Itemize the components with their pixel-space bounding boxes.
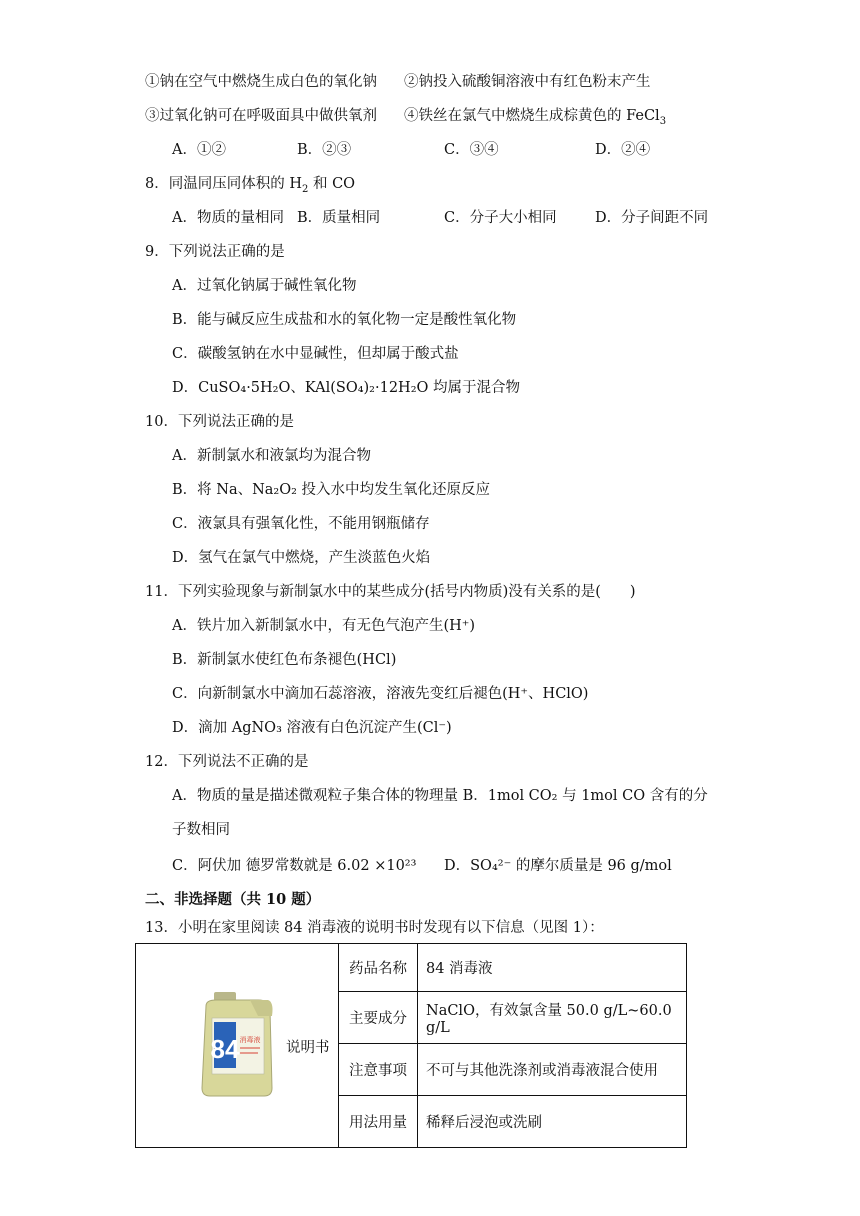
row-key-name: 药品名称 xyxy=(339,944,418,992)
q11-option-b: B．新制氯水使红色布条褪色(HCl) xyxy=(172,652,397,668)
q10-option-d: D．氢气在氯气中燃烧，产生淡蓝色火焰 xyxy=(172,550,431,566)
q7-statement-3: ③过氧化钠可在呼吸面具中做供氧剂 xyxy=(145,108,377,124)
q12-option-d: D．SO₄²⁻ 的摩尔质量是 96 g/mol xyxy=(444,858,672,874)
row-value-usage: 稀释后浸泡或洗刷 xyxy=(418,1096,687,1148)
q8-option-c: C．分子大小相同 xyxy=(444,210,557,226)
bottle-number-text: 84 xyxy=(210,1034,240,1064)
q10-option-c: C．液氯具有强氧化性，不能用钢瓶储存 xyxy=(172,516,430,532)
q7-statement-2: ②钠投入硫酸铜溶液中有红色粉末产生 xyxy=(404,74,651,90)
q9-option-c: C．碳酸氢钠在水中显碱性，但却属于酸式盐 xyxy=(172,346,459,362)
row-key-precautions: 注意事项 xyxy=(339,1044,418,1096)
q8-option-b: B．质量相同 xyxy=(297,210,381,226)
q8-stem: 8．同温同压同体积的 $H_2$ 和 CO xyxy=(145,176,356,195)
row-value-precautions: 不可与其他洗涤剂或消毒液混合使用 xyxy=(418,1044,687,1096)
q13-stem: 13．小明在家里阅读 84 消毒液的说明书时发现有以下信息（见图 1）： xyxy=(145,920,604,936)
q11-option-d: D．滴加 AgNO₃ 溶液有白色沉淀产生(Cl⁻) xyxy=(172,720,452,736)
q10-option-a: A．新制氯水和液氯均为混合物 xyxy=(172,448,371,464)
q7-option-d: D．②④ xyxy=(595,142,651,158)
q10-stem: 10．下列说法正确的是 xyxy=(145,414,294,430)
row-value-name: 84 消毒液 xyxy=(418,944,687,992)
q9-option-d: D．CuSO₄·5H₂O、KAl(SO₄)₂·12H₂O 均属于混合物 xyxy=(172,380,520,396)
q7-statement-1: ①钠在空气中燃烧生成白色的氧化钠 xyxy=(145,74,377,90)
q12-option-ab: A．物质的量是描述微观粒子集合体的物理量 B．1mol CO₂ 与 1mol CO 含有的分 xyxy=(172,788,708,804)
row-key-ingredients: 主要成分 xyxy=(339,992,418,1044)
q9-option-b: B．能与碱反应生成盐和水的氧化物一定是酸性氧化物 xyxy=(172,312,517,328)
q12-option-c: C．阿伏加 德罗常数就是 6.02 ×10²³ xyxy=(172,858,417,874)
q8-option-a: A．物质的量相同 xyxy=(172,210,284,226)
instructions-table xyxy=(135,943,687,1148)
q7-statement-4: ④铁丝在氯气中燃烧生成棕黄色的 FeCl$_3$ xyxy=(404,108,667,127)
q9-option-a: A．过氧化钠属于碱性氧化物 xyxy=(172,278,357,294)
q7-option-c: C．③④ xyxy=(444,142,499,158)
row-key-usage: 用法用量 xyxy=(339,1096,418,1148)
row-value-ingredients: NaClO，有效氯含量 50.0 g/L~60.0 g/L xyxy=(418,992,687,1044)
disinfectant-bottle-image xyxy=(198,992,278,1098)
q9-stem: 9．下列说法正确的是 xyxy=(145,244,285,260)
q8-option-d: D．分子间距不同 xyxy=(595,210,709,226)
bottle-cell xyxy=(136,944,339,1148)
q11-option-a: A．铁片加入新制氯水中，有无色气泡产生(H⁺) xyxy=(172,618,476,634)
q12-option-b-cont: 子数相同 xyxy=(172,822,230,838)
section-heading: 二、非选择题（共 10 题） xyxy=(145,891,321,908)
q12-stem: 12．下列说法不正确的是 xyxy=(145,754,309,770)
bottle-caption: 说明书 xyxy=(286,1040,330,1056)
q11-option-c: C．向新制氯水中滴加石蕊溶液，溶液先变红后褪色(H⁺、HClO) xyxy=(172,686,589,702)
bottle-label-text: 消毒液 xyxy=(239,1036,261,1044)
q7-option-b: B．②③ xyxy=(297,142,352,158)
q10-option-b: B．将 Na、Na₂O₂ 投入水中均发生氧化还原反应 xyxy=(172,482,491,498)
q7-option-a: A．①② xyxy=(172,142,226,158)
q11-stem: 11．下列实验现象与新制氯水中的某些成分(括号内物质)没有关系的是( ) xyxy=(145,584,636,600)
